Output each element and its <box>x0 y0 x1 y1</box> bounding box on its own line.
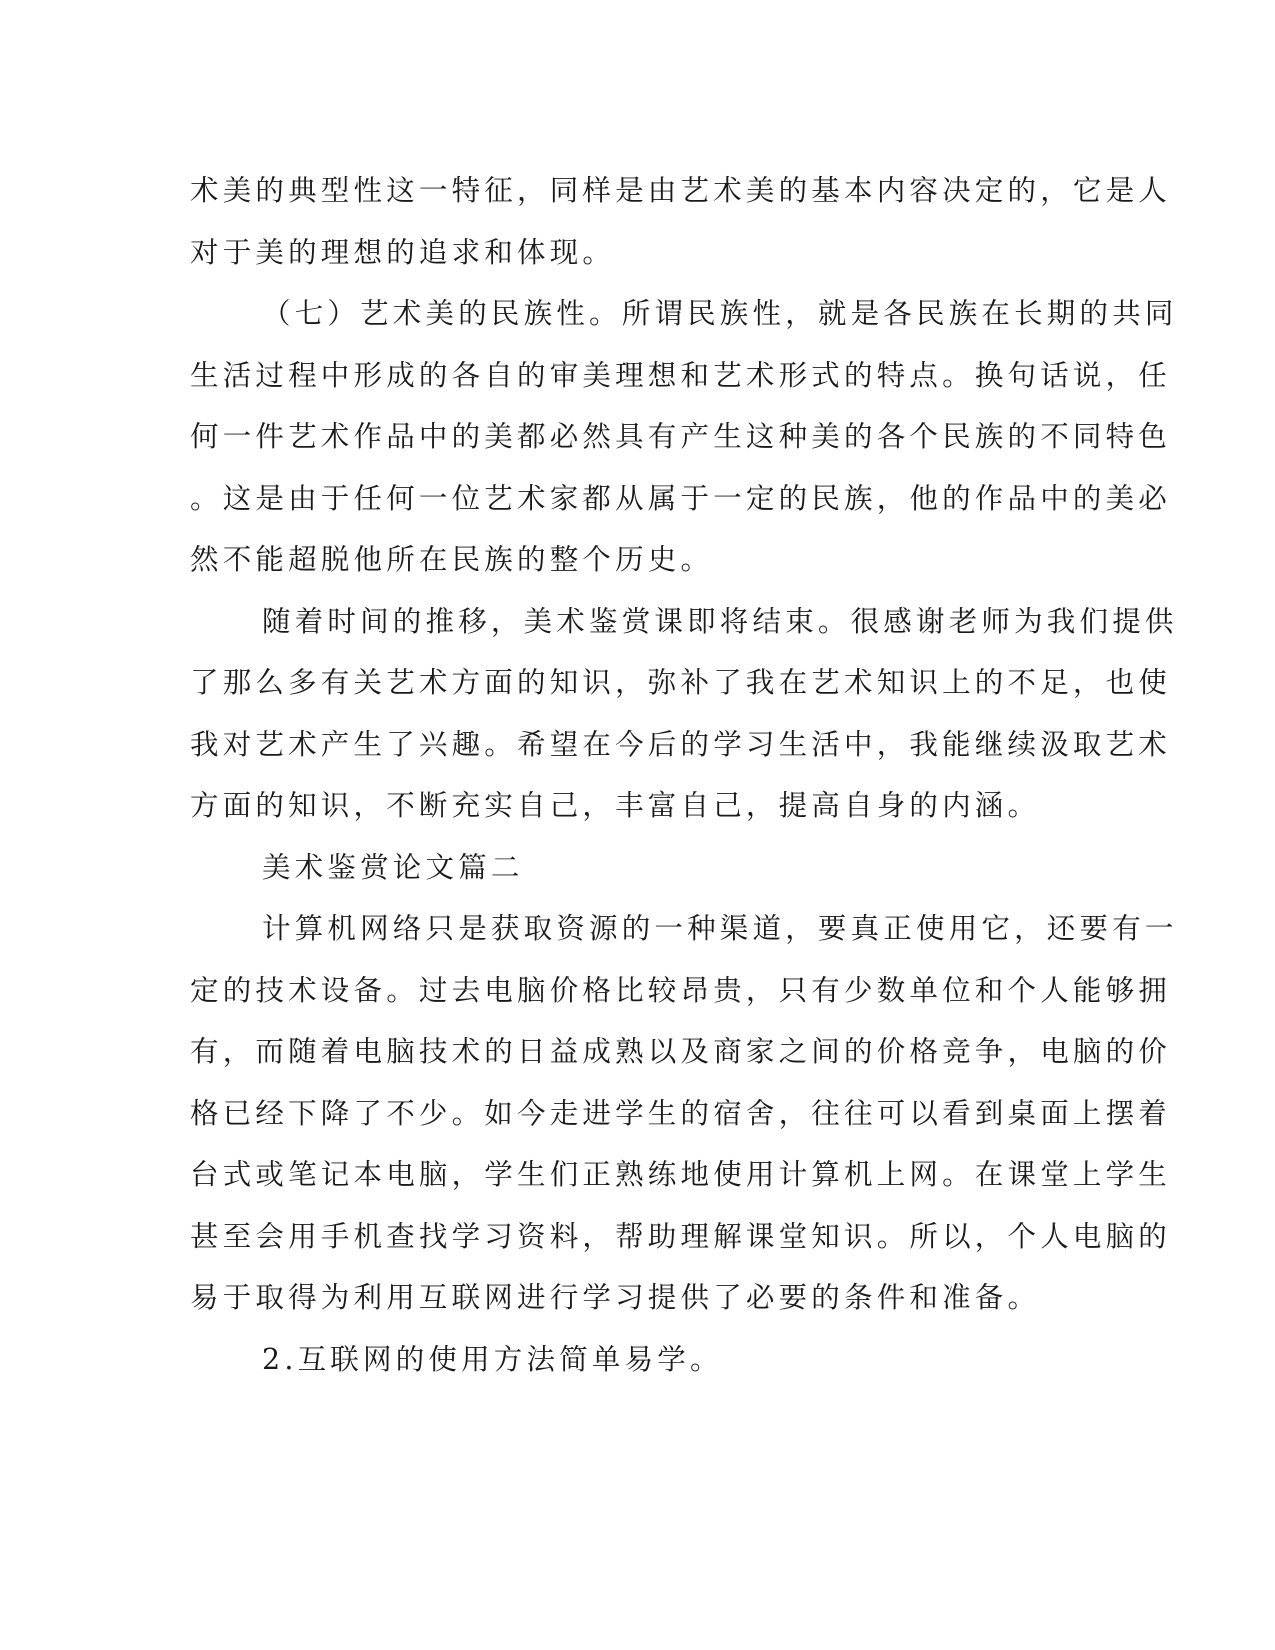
text-line: 了那么多有关艺术方面的知识，弥补了我在艺术知识上的不足，也使 <box>190 666 1172 699</box>
text-line: 台式或笔记本电脑，学生们正熟练地使用计算机上网。在课堂上学生 <box>190 1158 1172 1191</box>
text-line: 易于取得为利用互联网进行学习提供了必要的条件和准备。 <box>190 1281 1041 1314</box>
text-line: 方面的知识，不断充实自己，丰富自己，提高自身的内涵。 <box>190 789 1041 822</box>
text-line: 。这是由于任何一位艺术家都从属于一定的民族，他的作品中的美必 <box>190 481 1172 515</box>
text-line: （七）艺术美的民族性。所谓民族性，就是各民族在长期的共同 <box>262 297 1178 330</box>
text-line: 随着时间的推移，美术鉴赏课即将结束。很感谢老师为我们提供 <box>262 604 1178 638</box>
text-line: 对于美的理想的追求和体现。 <box>190 235 616 269</box>
text-line: 计算机网络只是获取资源的一种渠道，要真正使用它，还要有一 <box>262 912 1178 945</box>
document-body <box>190 160 1178 1390</box>
text-line: 格已经下降了不少。如今走进学生的宿舍，往往可以看到桌面上摆着 <box>190 1096 1172 1130</box>
text-line: 何一件艺术作品中的美都必然具有产生这种美的各个民族的不同特色 <box>190 420 1172 453</box>
section-heading: 美术鉴赏论文篇二 <box>262 850 524 884</box>
text-line: 术美的典型性这一特征，同样是由艺术美的基本内容决定的，它是人 <box>190 174 1172 207</box>
text-line: 生活过程中形成的各自的审美理想和艺术形式的特点。换句话说，任 <box>190 358 1172 392</box>
text-line: 我对艺术产生了兴趣。希望在今后的学习生活中，我能继续汲取艺术 <box>190 727 1172 761</box>
text-line: 有，而随着电脑技术的日益成熟以及商家之间的价格竞争，电脑的价 <box>190 1035 1172 1068</box>
list-item-heading: 2.互联网的使用方法简单易学。 <box>262 1342 723 1376</box>
text-line: 然不能超脱他所在民族的整个历史。 <box>190 543 714 576</box>
text-line: 定的技术设备。过去电脑价格比较昂贵，只有少数单位和个人能够拥 <box>190 973 1172 1007</box>
text-line: 甚至会用手机查找学习资料，帮助理解课堂知识。所以，个人电脑的 <box>190 1219 1172 1253</box>
